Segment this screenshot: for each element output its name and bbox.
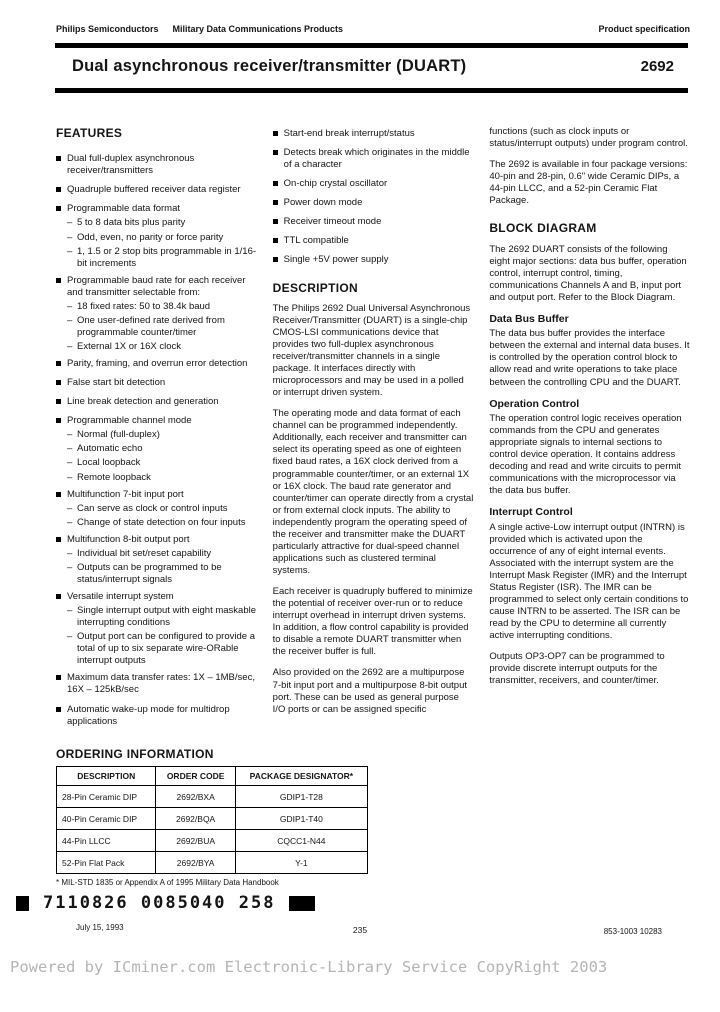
feature-item (56, 586, 257, 603)
feature-subitem (67, 517, 257, 529)
feature-subitem (67, 315, 257, 339)
right-column-intro (489, 126, 690, 207)
feature-text: Maximum data transfer rates: 1X – 1MB/sec, 16X – 125kB/sec (67, 672, 255, 696)
paragraph: Also provided on the 2692 are a multipurpose 7-bit input port and a multipurpose 8-bit output port. These can be used as general purpose I/O ports or can be assigned specific (272, 667, 468, 715)
feature-text: False start bit detection (67, 377, 166, 389)
column-header: PACKAGE DESIGNATOR* (235, 767, 367, 786)
bullet-square-icon (56, 707, 61, 712)
feature-item (56, 372, 257, 389)
dash-icon: – (67, 300, 73, 312)
feature-text: TTL compatible (283, 235, 349, 247)
feature-item (56, 699, 257, 728)
bullet-square-icon (273, 238, 278, 243)
bullet-square-icon (56, 594, 61, 599)
feature-subitem (67, 605, 257, 629)
column-header: DESCRIPTION (57, 767, 156, 786)
footer-page-number: 235 (352, 925, 368, 935)
content-columns (56, 126, 690, 730)
feature-item (273, 142, 474, 171)
table-cell: 2692/BQA (156, 808, 235, 830)
feature-text: Dual full-duplex asynchronous receiver/transmitters (67, 153, 195, 177)
feature-item (273, 249, 474, 266)
table-cell: CQCC1-N44 (235, 830, 367, 852)
part-number: 2692 (640, 58, 674, 75)
feature-text: Quadruple buffered receiver data register (67, 184, 241, 196)
bullet-square-icon (273, 150, 278, 155)
feature-text: Detects break which originates in the middle of a character (283, 147, 470, 171)
table-cell: 2692/BUA (156, 830, 235, 852)
features-list (56, 148, 257, 727)
feature-item (56, 484, 257, 501)
table-cell: 52-Pin Flat Pack (57, 852, 156, 874)
table-cell: GDIP1-T28 (235, 786, 367, 808)
section-heading: Interrupt Control (489, 506, 573, 519)
feature-subtext: Remote loopback (77, 471, 151, 483)
dash-icon: – (67, 561, 73, 573)
table-cell: 2692/BXA (156, 786, 235, 808)
bullet-square-icon (273, 181, 278, 186)
feature-subitem (67, 562, 257, 586)
feature-subitem (67, 457, 257, 469)
feature-item (273, 230, 474, 247)
column-header: ORDER CODE (156, 767, 235, 786)
ordering-footnote: * MIL-STD 1835 or Appendix A of 1995 Military Data Handbook (56, 878, 279, 887)
bullet-square-icon (273, 131, 278, 136)
dash-icon: – (67, 457, 73, 469)
bullet-square-icon (56, 361, 61, 366)
table-row (57, 852, 368, 874)
feature-subitem (67, 217, 257, 229)
footer-date: July 15, 1993 (76, 923, 124, 932)
table-cell: GDIP1-T40 (235, 808, 367, 830)
dash-icon: – (67, 341, 73, 353)
feature-text: Programmable channel mode (67, 415, 192, 427)
bullet-square-icon (56, 675, 61, 680)
dash-icon: – (67, 502, 73, 514)
dash-icon: – (67, 516, 73, 528)
division-label: Military Data Communications Products (172, 24, 344, 34)
description-heading: DESCRIPTION (272, 280, 358, 295)
ordering-table-body (57, 786, 368, 874)
feature-text: Programmable data format (67, 203, 180, 215)
header-left (56, 24, 357, 34)
features-column (56, 126, 257, 730)
ordering-table (56, 766, 368, 874)
feature-item (273, 211, 474, 228)
bullet-square-icon (56, 156, 61, 161)
paragraph: The data bus buffer provides the interface between the external and internal data buses. It is controlled by the operation control block to allow read and write operations to take place between the controlling CPU and the DUART. (489, 328, 690, 388)
title-row (72, 57, 674, 76)
table-row (57, 786, 368, 808)
feature-text: Parity, framing, and overrun error detection (67, 358, 248, 370)
table-cell: 40-Pin Ceramic DIP (57, 808, 156, 830)
page-header (56, 24, 690, 34)
feature-item (56, 667, 257, 696)
dash-icon: – (67, 245, 73, 257)
watermark-text: Powered by ICminer.com Electronic-Library Service CopyRight 2003 (10, 958, 608, 976)
dash-icon: – (67, 547, 73, 559)
feature-text: Multifunction 8-bit output port (67, 533, 190, 545)
dash-icon: – (67, 231, 73, 243)
feature-text: Start-end break interrupt/status (283, 128, 415, 139)
feature-subtext: Outputs can be programmed to be status/interrupt signals (77, 561, 222, 585)
paragraph: Outputs OP3-OP7 can be programmed to provide discrete interrupt outputs for the transmitter, receivers, and counter/timer. (489, 651, 665, 687)
feature-subitem (67, 443, 257, 455)
dash-icon: – (67, 631, 73, 643)
dash-icon: – (67, 217, 73, 229)
feature-item (56, 410, 257, 427)
dash-icon: – (67, 314, 73, 326)
bullet-square-icon (56, 278, 61, 283)
feature-subitem (67, 341, 257, 353)
feature-subitem (67, 472, 257, 484)
paragraph: Each receiver is quadruply buffered to minimize the potential of receiver over-run or to reduce interrupt overhead in interrupt driven systems. In addition, a flow control capability is provided to disable a remote DUART transmitter when the receiver buffer is full. (272, 586, 473, 658)
feature-subitem (67, 503, 257, 515)
ordering-header-row (57, 767, 368, 786)
feature-subitem (67, 232, 257, 244)
feature-item (56, 148, 257, 177)
table-cell: 28-Pin Ceramic DIP (57, 786, 156, 808)
feature-text: Receiver timeout mode (283, 216, 382, 228)
description-paragraphs (273, 303, 474, 716)
right-column (489, 126, 690, 730)
dash-icon: – (67, 605, 73, 617)
feature-subitem (67, 631, 257, 667)
bullet-square-icon (56, 380, 61, 385)
feature-subtext: Output port can be configured to provide a total of up to six separate wire-ORable interrupt outputs (77, 631, 255, 667)
barcode-block-icon (16, 896, 29, 911)
feature-subtext: Odd, even, no parity or force parity (77, 231, 224, 243)
feature-subtext: External 1X or 16X clock (77, 341, 182, 353)
paragraph: The Philips 2692 Dual Universal Asynchronous Receiver/Transmitter (DUART) is a single-chip CMOS-LSI communications device that provides two full-duplex asynchronous receiver/transmitter channels in a single package. It interfaces directly with microprocessors and may be used in a polled or interrupt driven system. (272, 302, 471, 399)
feature-text: Automatic wake-up mode for multidrop applications (67, 703, 230, 727)
bullet-square-icon (273, 257, 278, 262)
feature-subtext: Single interrupt output with eight maskable interrupting conditions (77, 605, 257, 629)
footer-doc-number: 853-1003 10283 (603, 927, 662, 936)
section-heading: Operation Control (489, 397, 580, 410)
feature-text: Versatile interrupt system (67, 591, 174, 603)
feature-item (273, 192, 474, 209)
feature-subtext: Individual bit set/reset capability (77, 547, 212, 559)
bullet-square-icon (56, 537, 61, 542)
brand-label: Philips Semiconductors (56, 24, 159, 34)
feature-item (56, 198, 257, 215)
features-heading: FEATURES (56, 126, 123, 140)
feature-subtext: One user-defined rate derived from programmable counter/timer (77, 314, 225, 338)
feature-text: Single +5V power supply (283, 254, 389, 266)
feature-text: Multifunction 7-bit input port (67, 488, 184, 500)
bullet-square-icon (273, 219, 278, 224)
feature-subtext: Local loopback (77, 457, 141, 469)
top-rule (55, 43, 688, 48)
spec-label: Product specification (598, 24, 690, 34)
feature-text: Power down mode (283, 197, 363, 209)
table-row (57, 830, 368, 852)
section-heading: Data Bus Buffer (489, 312, 569, 325)
table-cell: 44-Pin LLCC (57, 830, 156, 852)
block-diagram-text: The 2692 DUART consists of the following eight major sections: data bus buffer, operation control, interrupt control, timing, communications Channels A and B, input port and output port. Refer to the Block Diagram. (489, 243, 687, 303)
feature-item (56, 529, 257, 546)
feature-subtext: 18 fixed rates: 50 to 38.4k baud (77, 300, 211, 312)
table-cell: Y-1 (235, 852, 367, 874)
bullet-square-icon (56, 418, 61, 423)
dash-icon: – (67, 429, 73, 441)
features-list-2 (273, 123, 474, 267)
feature-item (56, 391, 257, 408)
feature-text: Line break detection and generation (67, 396, 219, 408)
feature-subtext: Can serve as clock or control inputs (77, 502, 228, 514)
right-sections (489, 313, 690, 688)
paragraph: The 2692 is available in four package versions: 40-pin and 28-pin, 0.6" wide Ceramic DIPs, a 44-pin LLCC, and a 52-pin Ceramic Flat Package. (489, 159, 688, 207)
middle-column (273, 126, 474, 730)
feature-item (56, 179, 257, 196)
bullet-square-icon (56, 492, 61, 497)
bullet-square-icon (56, 206, 61, 211)
feature-subitem (67, 548, 257, 560)
feature-item (56, 353, 257, 370)
feature-subtext: 1, 1.5 or 2 stop bits programmable in 1/16-bit increments (77, 245, 257, 269)
feature-subtext: Normal (full-duplex) (77, 429, 160, 441)
barcode-block-icon (289, 896, 315, 911)
paragraph: A single active-Low interrupt output (INTRN) is provided which is activated upon the occurrence of any of eight internal events. Associated with the interrupt system are the Interrupt Mask Register (IMR) and the Interrupt Status Register (ISR). The IMR can be programmed to select only certain conditions to cause INTRN to be asserted. The ISR can be read by the CPU to determine all currently active interrupting conditions. (489, 521, 689, 642)
feature-subitem (67, 246, 257, 270)
bullet-square-icon (56, 399, 61, 404)
table-row (57, 808, 368, 830)
table-cell: 2692/BYA (156, 852, 235, 874)
feature-item (273, 123, 474, 140)
bullet-square-icon (273, 200, 278, 205)
paragraph: functions (such as clock inputs or status/interrupt outputs) under program control. (489, 126, 688, 150)
ocr-code-line (16, 893, 315, 913)
dash-icon: – (67, 471, 73, 483)
ordering-information (56, 747, 368, 887)
dash-icon: – (67, 443, 73, 455)
feature-subtext: Automatic echo (77, 443, 143, 455)
bullet-square-icon (56, 187, 61, 192)
page-title: Dual asynchronous receiver/transmitter (DUART) (72, 57, 467, 75)
feature-subitem (67, 301, 257, 313)
feature-subtext: Change of state detection on four inputs (77, 516, 246, 528)
ordering-heading: ORDERING INFORMATION (56, 747, 214, 761)
ocr-code-text: 7110826 0085040 258 (43, 893, 276, 913)
feature-text: Programmable baud rate for each receiver and transmitter selectable from: (67, 274, 246, 298)
paragraph: The operation control logic receives operation commands from the CPU and generates appropriate signals to internal sections to control device operation. It contains address decoding and read and write circuits to permit communications with the microprocessor via the data bus buffer. (489, 412, 682, 497)
feature-item (273, 173, 474, 190)
feature-text: On-chip crystal oscillator (283, 178, 388, 190)
feature-subtext: 5 to 8 data bits plus parity (77, 217, 186, 229)
feature-item (56, 270, 257, 299)
title-rule (55, 88, 688, 93)
block-diagram-heading: BLOCK DIAGRAM (489, 221, 597, 236)
paragraph: The operating mode and data format of each channel can be programmed independently. Additionally, each receiver and transmitter can select its operating speed as one of eighteen fixed baud rates, a 16X clock derived from a programmable counter/timer, or an external 1X or 16X clock. The baud rate generator and counter/timer can operate directly from a crystal or from external clock inputs. The ability to independently program the operating speed of the receiver and transmitter make the DUART particularly attractive for dual-speed channel applications such as clustered terminal systems. (272, 408, 474, 577)
feature-subitem (67, 429, 257, 441)
